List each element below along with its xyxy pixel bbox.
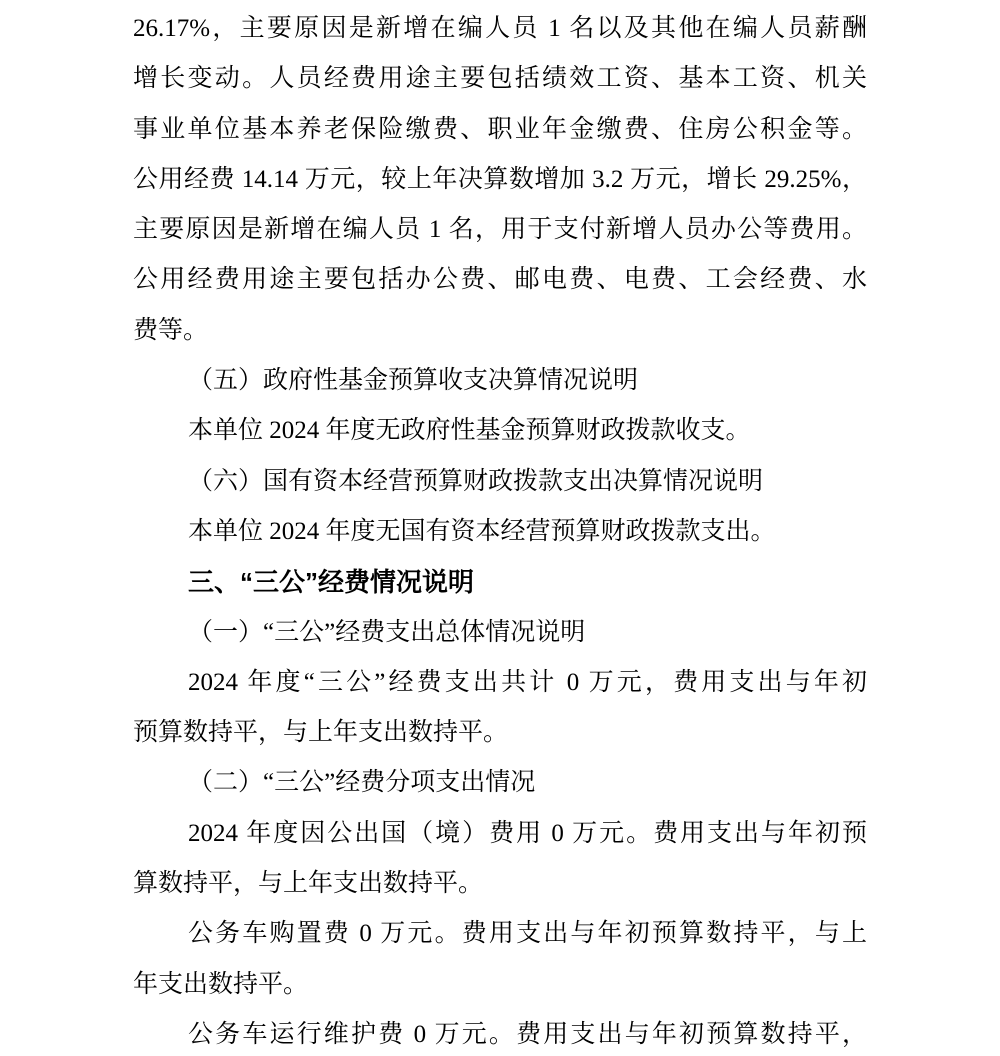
- text-line: 算数持平，与上年支出数持平。: [133, 870, 484, 898]
- text-line: 本单位 2024 年度无国有资本经营预算财政拨款支出。: [188, 517, 776, 545]
- text-line: 公用经费用途主要包括办公费、邮电费、电费、工会经费、水: [133, 266, 867, 294]
- text-line: 主要原因是新增在编人员 1 名，用于支付新增人员办公等费用。: [133, 216, 867, 244]
- text-line: （六）国有资本经营预算财政拨款支出决算情况说明: [188, 467, 764, 495]
- text-line: 年支出数持平。: [133, 970, 309, 998]
- text-line: 费等。: [133, 316, 209, 344]
- text-line: （二）“三公”经费分项支出情况: [188, 769, 536, 797]
- text-line: 26.17%，主要原因是新增在编人员 1 名以及其他在编人员薪酬: [133, 15, 867, 42]
- text-line: 公务车运行维护费 0 万元。费用支出与年初预算数持平，: [188, 1020, 867, 1048]
- text-line: 2024 年度因公出国（境）费用 0 万元。费用支出与年初预: [188, 819, 867, 847]
- text-line: 本单位 2024 年度无政府性基金预算财政拨款收支。: [188, 417, 751, 445]
- text-line: （一）“三公”经费支出总体情况说明: [188, 618, 586, 646]
- text-line: 增长变动。人员经费用途主要包括绩效工资、基本工资、机关: [133, 65, 867, 93]
- text-line: 事业单位基本养老保险缴费、职业年金缴费、住房公积金等。: [133, 115, 867, 143]
- text-line: （五）政府性基金预算收支决算情况说明: [188, 367, 639, 395]
- text-line: 2024 年度“三公”经费支出共计 0 万元，费用支出与年初: [188, 668, 867, 696]
- text-line: 公用经费 14.14 万元，较上年决算数增加 3.2 万元，增长 29.25%，: [133, 165, 867, 193]
- text-line: 公务车购置费 0 万元。费用支出与年初预算数持平，与上: [188, 920, 867, 948]
- text-line: 预算数持平，与上年支出数持平。: [133, 719, 509, 747]
- section-heading: 三、“三公”经费情况说明: [188, 567, 475, 598]
